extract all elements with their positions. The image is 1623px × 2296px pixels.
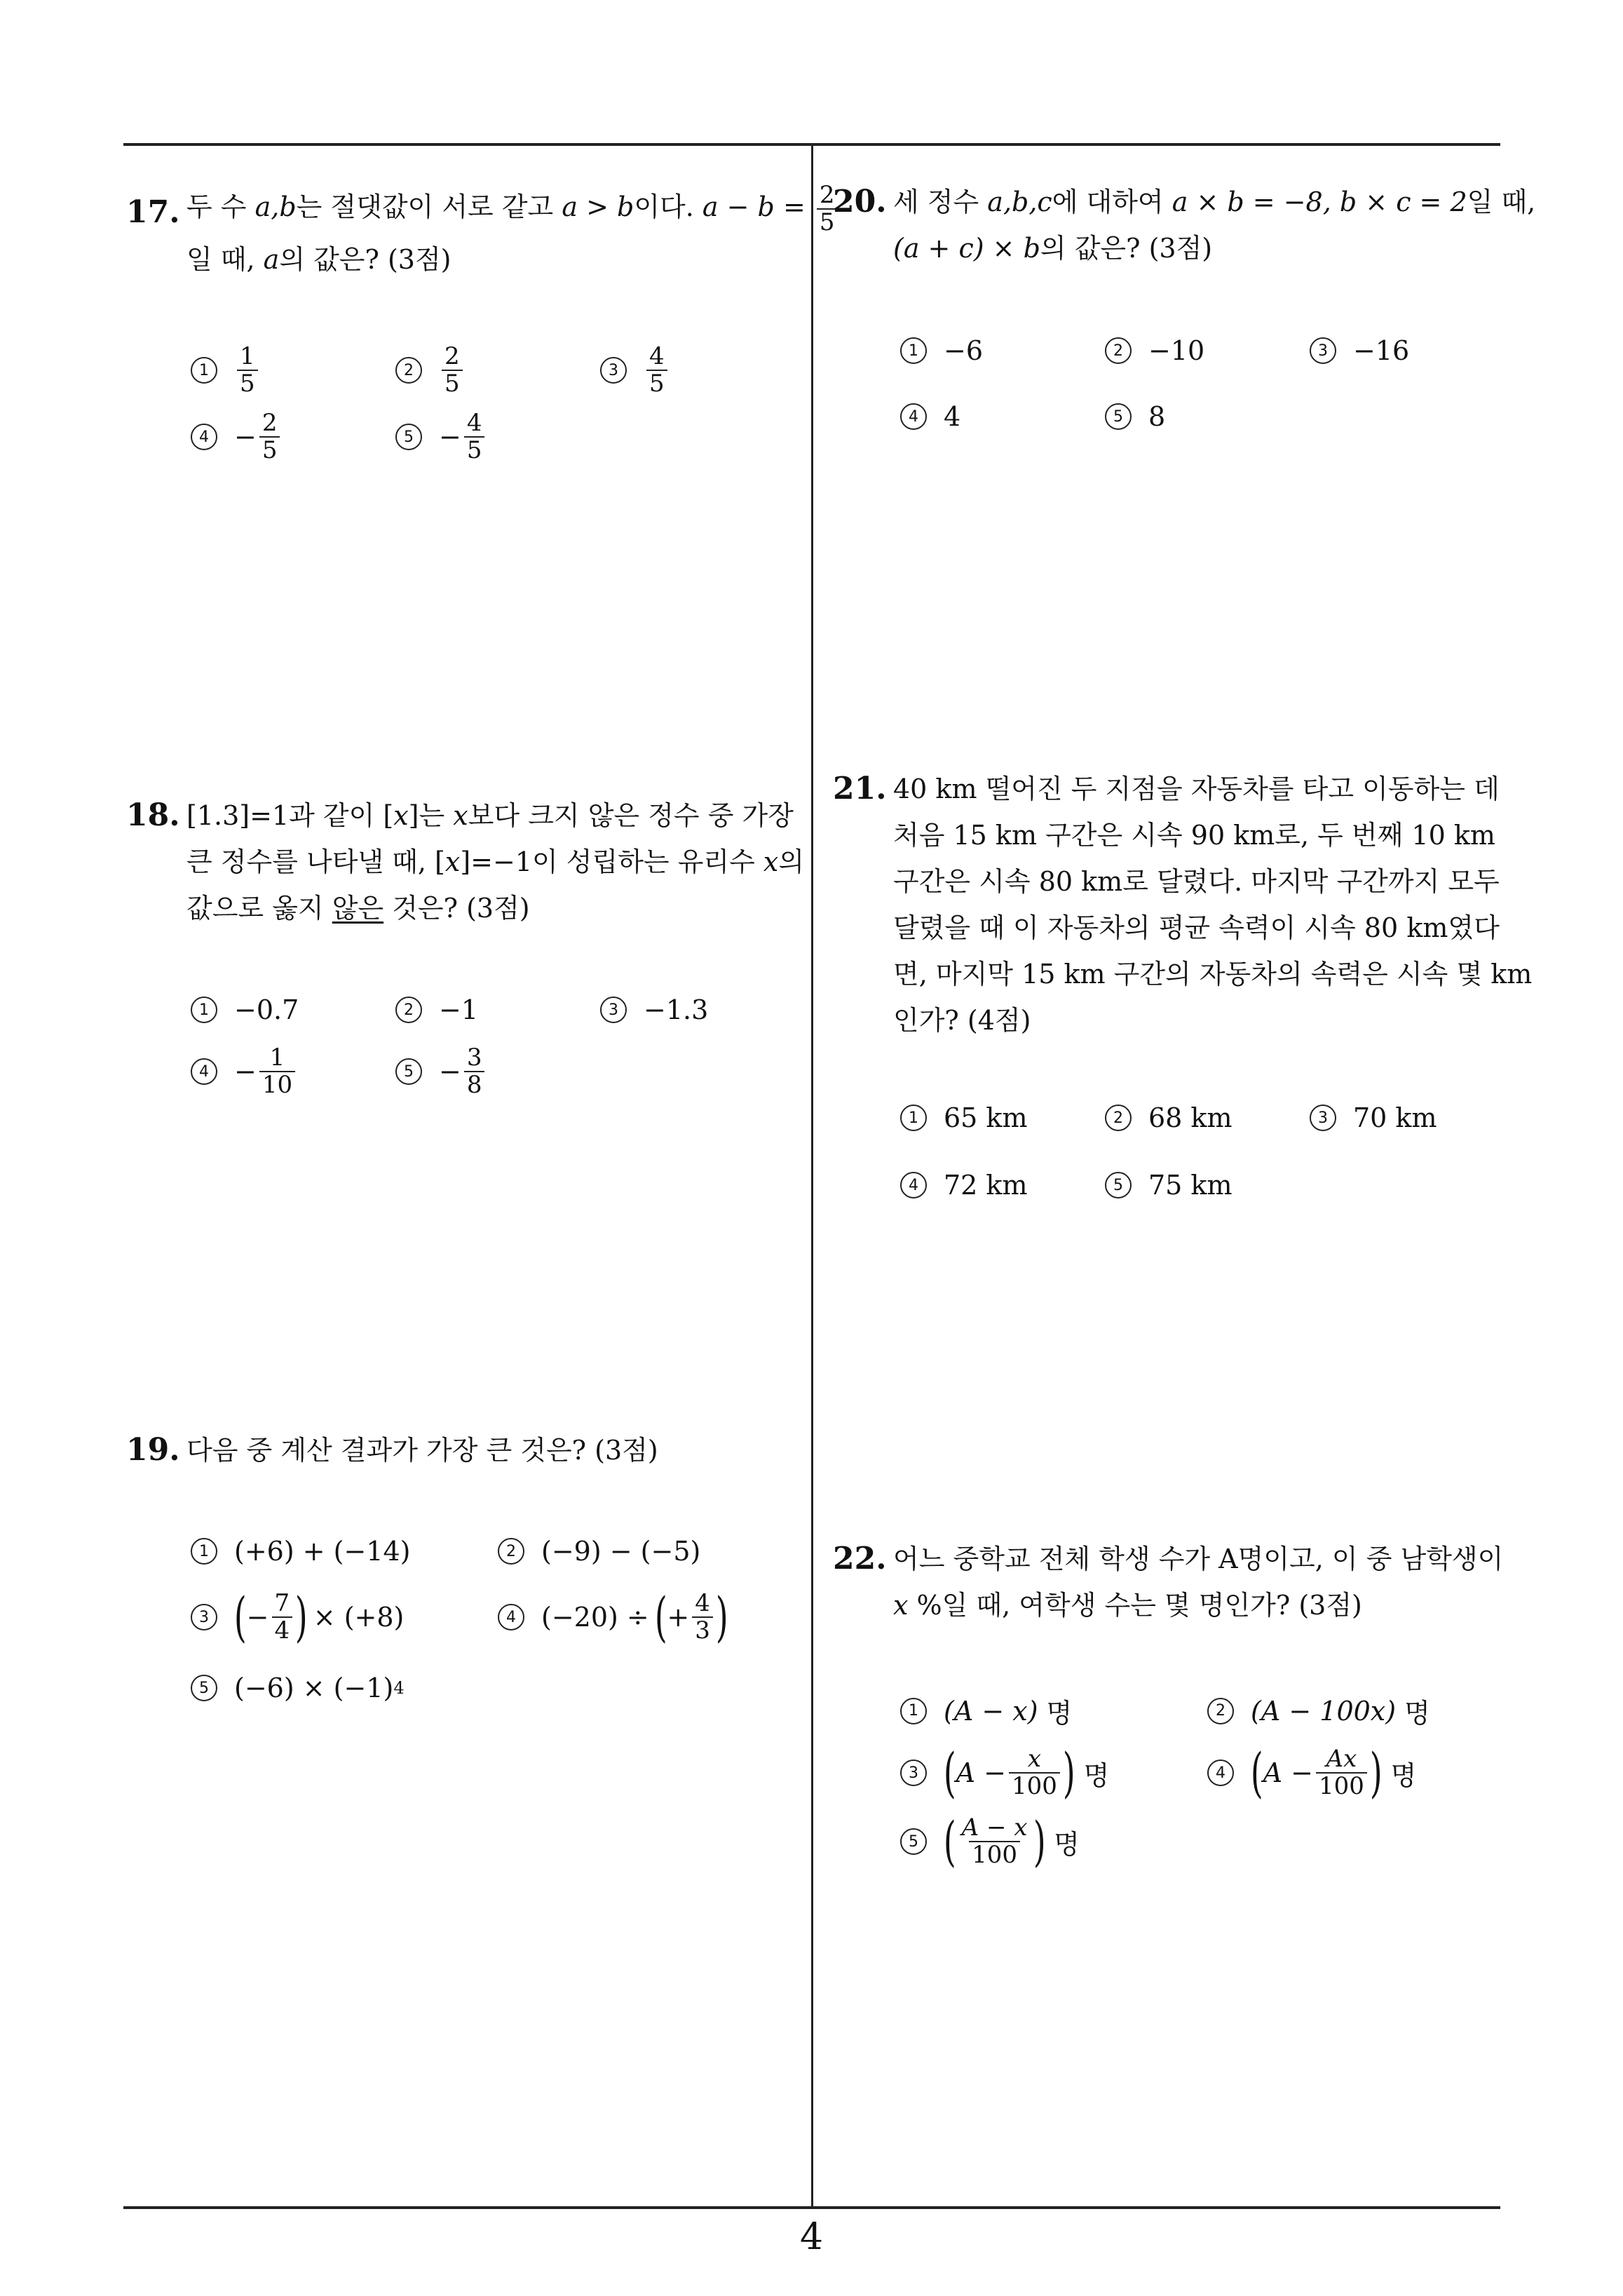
option-5[interactable]: 5 − $\frac{3}{8}$ <box>395 1045 487 1099</box>
option-marker: 3 <box>1310 1105 1336 1131</box>
option-marker: 2 <box>1105 337 1132 364</box>
option-marker: 5 <box>395 1058 422 1085</box>
option-2[interactable]: 2 (A − 100x) 명 <box>1207 1691 1430 1730</box>
option-marker: 3 <box>900 1760 927 1786</box>
option-marker: 3 <box>191 1604 217 1630</box>
bottom-rule <box>123 2206 1500 2209</box>
option-marker: 5 <box>900 1828 927 1855</box>
option-1[interactable]: 1 65 km <box>900 1102 1028 1133</box>
option-3[interactable]: 3 ( A − $\frac{x}{100}$ ) 명 <box>900 1746 1109 1800</box>
option-marker: 4 <box>191 424 217 450</box>
problem-number: 17. <box>126 194 180 230</box>
option-marker: 1 <box>191 997 217 1023</box>
option-marker: 3 <box>600 997 627 1023</box>
option-marker: 3 <box>1310 337 1336 364</box>
problem-number: 20. <box>833 184 887 220</box>
option-marker: 5 <box>1105 1172 1132 1198</box>
option-marker: 2 <box>1105 1105 1132 1131</box>
option-marker: 1 <box>900 337 927 364</box>
option-marker: 2 <box>498 1538 524 1565</box>
problem-number: 22. <box>833 1541 887 1576</box>
option-5[interactable]: 5 − $\frac{4}{5}$ <box>395 410 487 464</box>
option-marker: 5 <box>395 424 422 450</box>
option-marker: 2 <box>395 357 422 384</box>
option-marker: 1 <box>900 1698 927 1724</box>
problem-stem: 다음 중 계산 결과가 가장 큰 것은? (3점) <box>186 1435 658 1466</box>
option-4[interactable]: 4 (−20) ÷ ( + $\frac{4}{3}$ ) <box>498 1591 728 1645</box>
problem-stem: 세 정수 a,b,c에 대하여 a × b = −8, b × c = 2일 때, (a + c) × b의 값은? (3점) <box>893 187 1536 264</box>
column-divider <box>811 144 813 2206</box>
option-marker: 4 <box>900 1172 927 1198</box>
problem-stem: [1.3]=1과 같이 [x]는 x보다 크지 않은 정수 중 가장 큰 정수를 나타낼 때, [x]=−1이 성립하는 유리수 x의 값으로 옳지 않은 것은? (3점) <box>186 800 805 924</box>
page-number: 4 <box>799 2216 824 2258</box>
problem-stem: 두 수 a,b는 절댓값이 서로 같고 a > b이다. a − b = $\frac{2}{5}$ 일 때, a의 값은? (3점) <box>186 189 841 283</box>
option-marker: 4 <box>498 1604 524 1630</box>
option-5[interactable]: 5 ( $\frac{A - x}{100}$ ) 명 <box>900 1815 1080 1869</box>
option-5[interactable]: 5 75 km <box>1105 1170 1232 1201</box>
option-2[interactable]: 2 68 km <box>1105 1102 1232 1133</box>
option-marker: 2 <box>1207 1698 1234 1724</box>
option-1[interactable]: 1 −6 <box>900 335 983 366</box>
option-marker: 1 <box>191 357 217 384</box>
option-marker: 2 <box>395 997 422 1023</box>
option-1[interactable]: 1 −0.7 <box>191 994 299 1025</box>
option-2[interactable]: 2 −10 <box>1105 335 1204 366</box>
fraction: $\frac{2}{5}$ <box>817 182 838 236</box>
option-marker: 4 <box>191 1058 217 1085</box>
problem-number: 18. <box>126 797 180 833</box>
option-2[interactable]: 2 −1 <box>395 994 478 1025</box>
problem-number: 21. <box>833 771 887 806</box>
option-3[interactable]: 3 −16 <box>1310 335 1409 366</box>
option-marker: 3 <box>600 357 627 384</box>
option-marker: 5 <box>191 1675 217 1701</box>
problem-stem: 40 km 떨어진 두 지점을 자동차를 타고 이동하는 데 처음 15 km 구간은 시속 90 km로, 두 번째 10 km 구간은 시속 80 km로 달렸다. 마지막 구간까지 모두 달렸을 때 이 자동차의 평균 속력이 시속 80 km였다 면, 마지막 15 km 구간의 자동차의 속력은 시속 몇 km 인가? (4점) <box>893 774 1533 1036</box>
option-4[interactable]: 4 ( A − $\frac{Ax}{100}$ ) 명 <box>1207 1746 1416 1800</box>
option-4[interactable]: 4 − $\frac{2}{5}$ <box>191 410 283 464</box>
option-marker: 4 <box>1207 1760 1234 1786</box>
option-1[interactable]: 1 (+6) + (−14) <box>191 1536 411 1567</box>
option-3[interactable]: 3 $\frac{4}{5}$ <box>600 344 670 398</box>
option-1[interactable]: 1 (A − x) 명 <box>900 1691 1072 1730</box>
option-4[interactable]: 4 4 <box>900 401 960 432</box>
option-marker: 1 <box>191 1538 217 1565</box>
option-4[interactable]: 4 72 km <box>900 1170 1028 1201</box>
option-2[interactable]: 2 (−9) − (−5) <box>498 1536 700 1567</box>
option-5[interactable]: 5 (−6) × (−1) 4 <box>191 1673 405 1703</box>
option-marker: 1 <box>900 1105 927 1131</box>
option-3[interactable]: 3 70 km <box>1310 1102 1437 1133</box>
option-3[interactable]: 3 ( − $\frac{7}{4}$ ) × (+8) <box>191 1591 404 1645</box>
option-marker: 5 <box>1105 403 1132 430</box>
problem-number: 19. <box>126 1432 180 1468</box>
option-1[interactable]: 1 $\frac{1}{5}$ <box>191 344 261 398</box>
option-marker: 4 <box>900 403 927 430</box>
option-5[interactable]: 5 8 <box>1105 401 1165 432</box>
option-4[interactable]: 4 − $\frac{1}{10}$ <box>191 1045 298 1099</box>
option-2[interactable]: 2 $\frac{2}{5}$ <box>395 344 466 398</box>
option-3[interactable]: 3 −1.3 <box>600 994 708 1025</box>
problem-stem: 어느 중학교 전체 학생 수가 A명이고, 이 중 남학생이 x %일 때, 여학생 수는 몇 명인가? (3점) <box>893 1544 1504 1621</box>
